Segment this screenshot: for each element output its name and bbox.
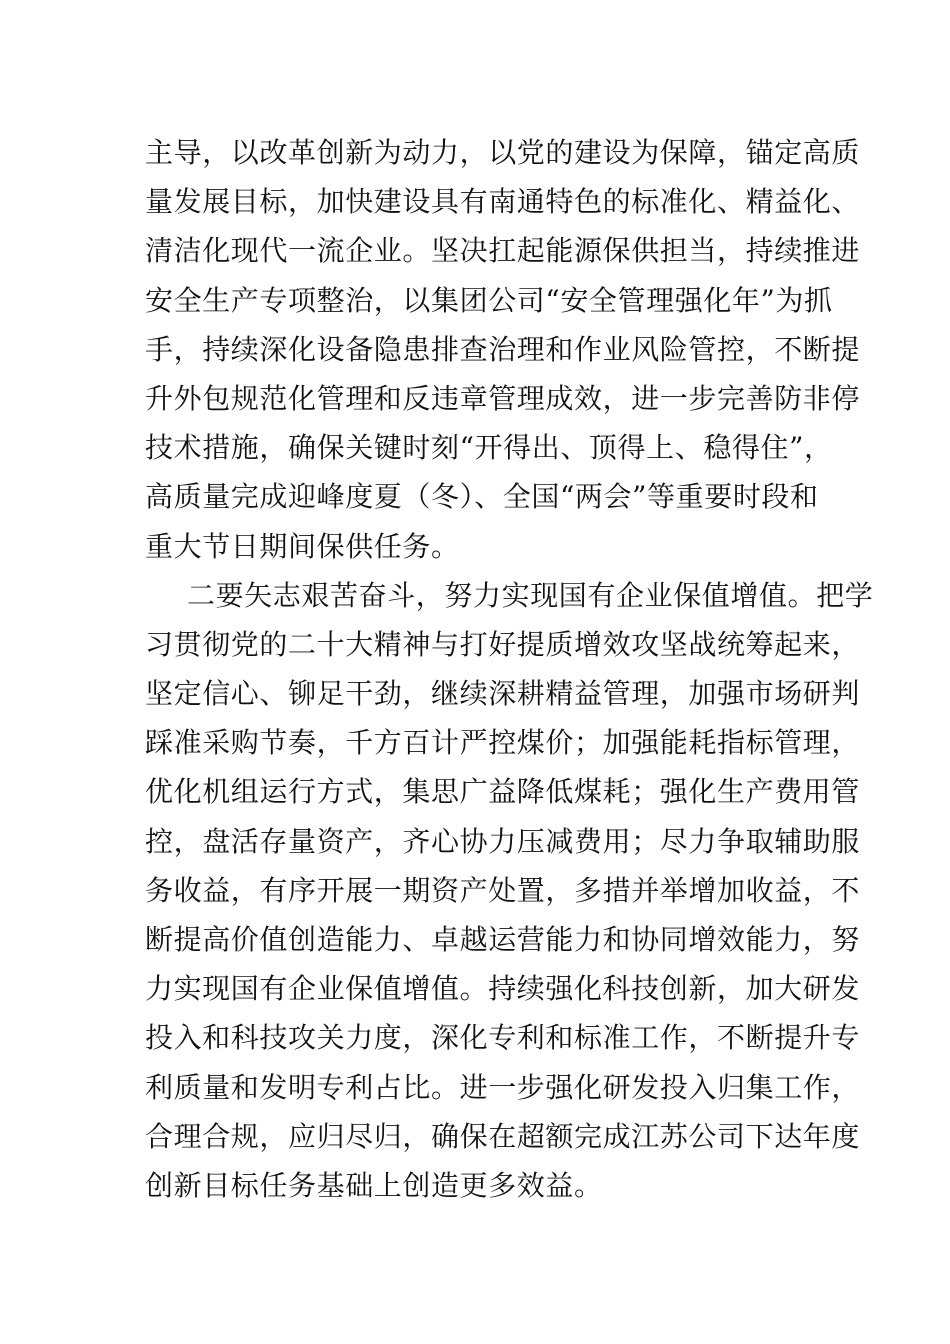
- text-line-11: 习贯彻党的二十大精神与打好提质增效攻坚战统筹起来，: [145, 627, 861, 661]
- text-line-14: 优化机组运行方式，集思广益降低煤耗；强化生产费用管: [145, 775, 861, 809]
- text-line-16: 务收益，有序开展一期资产处置，多措并举增加收益，不: [145, 873, 861, 907]
- text-line-9: 重大节日期间保供任务。: [145, 529, 460, 563]
- text-line-20: 利质量和发明专利占比。进一步强化研发投入归集工作，: [145, 1070, 861, 1104]
- paragraph-2-first-line: 二要矢志艰苦奋斗，努力实现国有企业保值增值。把学: [187, 578, 874, 612]
- text-line-18: 力实现国有企业保值增值。持续强化科技创新，加大研发: [145, 972, 861, 1006]
- text-line-13: 踩准采购节奏，千方百计严控煤价；加强能耗指标管理，: [145, 726, 861, 760]
- text-line-8: 高质量完成迎峰度夏（冬）、全国“两会”等重要时段和: [145, 480, 819, 514]
- text-line-12: 坚定信心、铆足干劲，继续深耕精益管理，加强市场研判: [145, 677, 861, 711]
- text-line-22: 创新目标任务基础上创造更多效益。: [145, 1168, 603, 1202]
- body-text: [145, 128, 874, 1210]
- text-line-17: 断提高价值创造能力、卓越运营能力和协同增效能力，努: [145, 923, 861, 956]
- text-line-19: 投入和科技攻关力度，深化专利和标准工作，不断提升专: [145, 1021, 861, 1055]
- text-line-7: 技术措施，确保关键时刻“开得出、顶得上、稳得住”，: [145, 431, 833, 465]
- text-line-15: 控，盘活存量资产，齐心协力压减费用；尽力争取辅助服: [145, 824, 861, 858]
- text-line-2: 量发展目标，加快建设具有南通特色的标准化、精益化、: [145, 185, 861, 219]
- text-line-3: 清洁化现代一流企业。坚决扛起能源保供担当，持续推进: [145, 234, 861, 268]
- text-line-5: 手，持续深化设备隐患排查治理和作业风险管控，不断提: [145, 332, 861, 366]
- text-line-1: 主导，以改革创新为动力，以党的建设为保障，锚定高质: [145, 136, 861, 169]
- text-line-21: 合理合规，应归尽归，确保在超额完成江苏公司下达年度: [145, 1119, 861, 1153]
- text-line-4: 安全生产专项整治，以集团公司“安全管理强化年”为抓: [145, 283, 833, 317]
- text-line-6: 升外包规范化管理和反违章管理成效，进一步完善防非停: [145, 381, 861, 415]
